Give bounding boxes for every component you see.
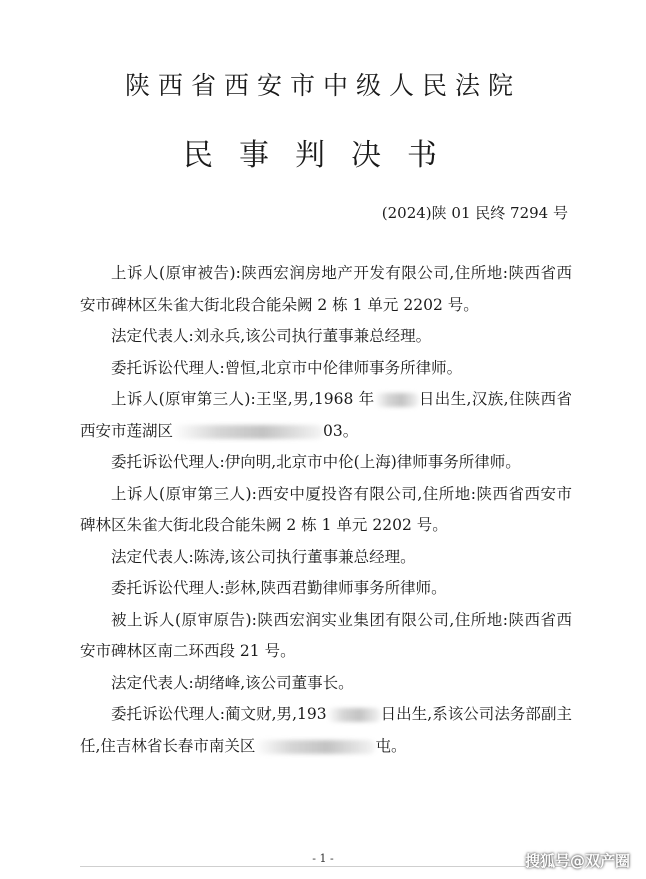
appellant-1: 上诉人(原审被告):陕西宏润房地产开发有限公司,住所地:陕西省西安市碑林区朱雀大街北段合能朵阙 2 栋 1 单元 2202 号。 <box>80 264 572 314</box>
appellant-2 <box>80 384 572 447</box>
footer-divider <box>80 866 572 867</box>
appellant-1-agent: 委托诉讼代理人:曾恒,北京市中伦律师事务所律师。 <box>111 358 463 377</box>
source-watermark: 搜狐号@双产圈 <box>524 852 630 870</box>
appellant-2-text-b: 日出生,汉族,住陕西省西安市莲湖区 <box>80 390 572 440</box>
redaction-blur <box>255 740 375 754</box>
appellant-3-agent: 委托诉讼代理人:彭林,陕西君勤律师事务所律师。 <box>111 579 447 597</box>
page-number: - 1 - <box>312 852 334 865</box>
party-information <box>80 258 572 762</box>
appellant-3-legal-rep: 法定代表人:陈涛,该公司执行董事兼总经理。 <box>111 547 416 566</box>
appellant-2-text-c: 03。 <box>323 421 359 440</box>
appellant-2-agent: 委托诉讼代理人:伊向明,北京市中伦(上海)律师事务所律师。 <box>111 453 521 471</box>
appellee-agent-text-a: 委托诉讼代理人:蔺文财,男,193 <box>111 705 327 723</box>
appellee-legal-rep: 法定代表人:胡绪峰,该公司董事长。 <box>111 673 354 692</box>
appellee-agent <box>80 699 572 762</box>
appellee: 被上诉人(原审原告):陕西宏润实业集团有限公司,住所地:陕西省西安市碑林区南二环西段 21 号。 <box>80 610 572 660</box>
redaction-blur <box>375 393 419 407</box>
redaction-blur <box>327 708 381 722</box>
document-title: 民事判决书 <box>183 138 463 173</box>
court-name: 陕西省西安市中级人民法院 <box>124 71 521 100</box>
appellant-3: 上诉人(原审第三人):西安中厦投咨有限公司,住所地:陕西省西安市碑林区朱雀大街北段合能朱阙 2 栋 1 单元 2202 号。 <box>80 484 572 534</box>
appellee-agent-text-c: 屯。 <box>375 736 407 755</box>
appellant-1-legal-rep: 法定代表人:刘永兵,该公司执行董事兼总经理。 <box>111 327 432 345</box>
redaction-blur <box>173 425 323 439</box>
appellant-2-text-a: 上诉人(原审第三人):王坚,男,1968 年 <box>111 390 375 408</box>
case-number: (2024)陕 01 民终 7294 号 <box>381 204 568 222</box>
appellee-agent-text-b: 日出生,系该公司法务部副主任,住吉林省长春市南关区 <box>80 705 572 755</box>
